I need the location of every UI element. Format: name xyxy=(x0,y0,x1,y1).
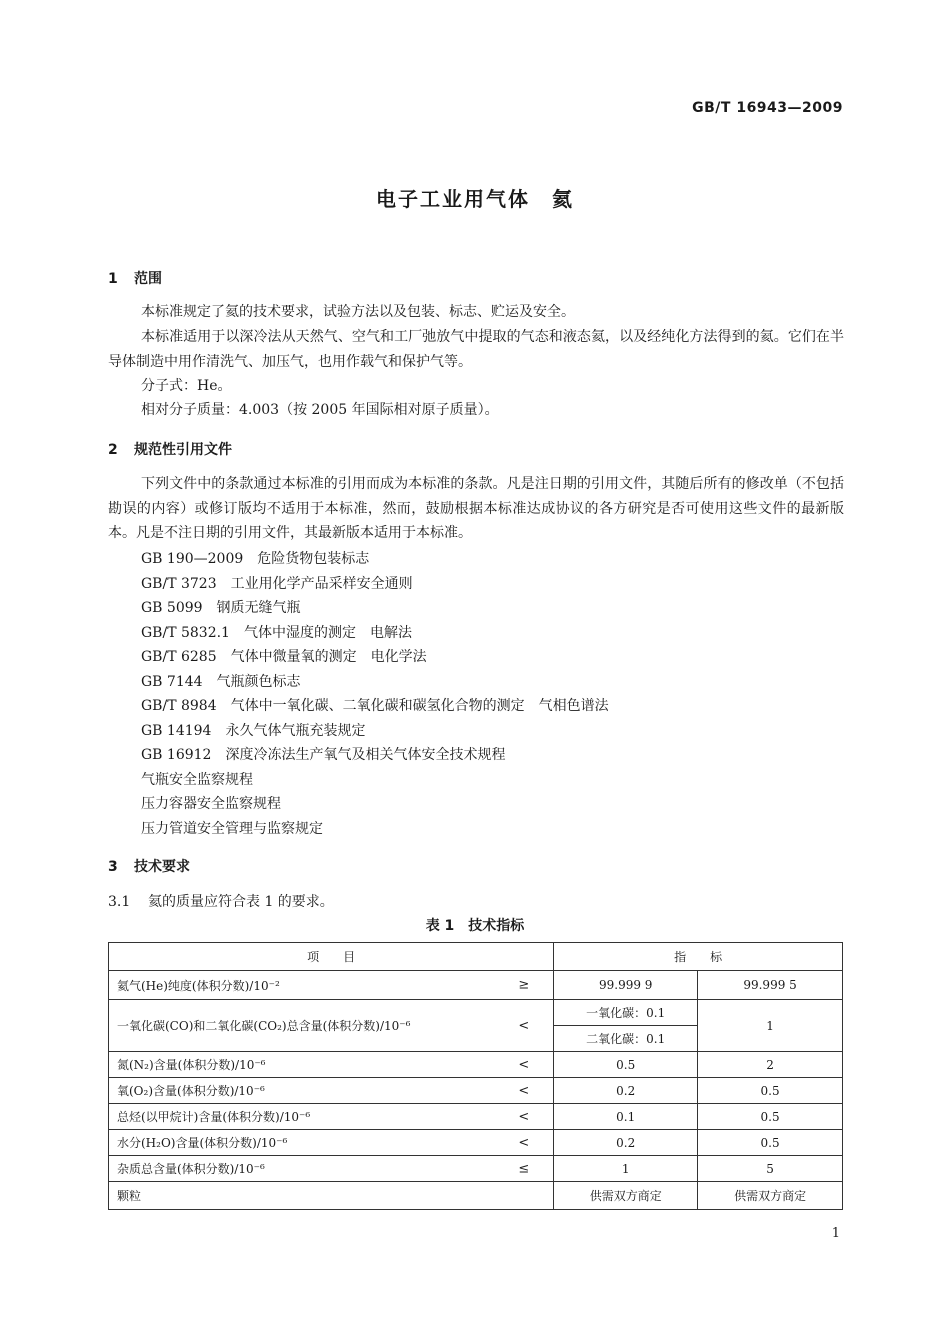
section-1-formula: 分子式：He。 xyxy=(141,378,232,394)
value-grade-1: 0.2 xyxy=(554,1130,698,1156)
section-number: 3 xyxy=(108,859,118,875)
reference-item: 压力管道安全管理与监察规定 xyxy=(141,821,323,837)
table-row xyxy=(109,1078,843,1104)
clause-number: 3.1 xyxy=(108,894,131,910)
item-label: 氧(O₂)含量(体积分数)/10⁻⁶ xyxy=(117,1084,265,1098)
clause-3-1 xyxy=(108,891,334,911)
section-2-heading xyxy=(108,439,232,459)
table-row xyxy=(109,1156,843,1182)
comparison-operator: ≥ xyxy=(518,977,530,993)
section-number: 2 xyxy=(108,442,118,458)
row-item xyxy=(109,1104,554,1130)
comparison-operator: < xyxy=(518,1083,530,1098)
comparison-operator: < xyxy=(518,1109,530,1124)
value-grade-1: 99.999 9 xyxy=(554,971,698,1000)
table-row xyxy=(109,1182,843,1210)
value-grade-2: 99.999 5 xyxy=(698,971,843,1000)
row-item xyxy=(109,1000,554,1052)
value-grade-2: 0.5 xyxy=(698,1104,843,1130)
row-item xyxy=(109,1052,554,1078)
reference-item: GB/T 5832.1 气体中湿度的测定 电解法 xyxy=(141,625,412,641)
reference-item: GB/T 6285 气体中微量氧的测定 电化学法 xyxy=(141,649,427,665)
reference-item: GB 5099 钢质无缝气瓶 xyxy=(141,600,301,616)
value-grade-2: 1 xyxy=(698,1000,843,1052)
value-grade-1: 0.2 xyxy=(554,1078,698,1104)
value-grade-2: 0.5 xyxy=(698,1078,843,1104)
value-grade-2: 供需双方商定 xyxy=(698,1182,843,1210)
reference-item: GB/T 3723 工业用化学产品采样安全通则 xyxy=(141,576,413,592)
row-item xyxy=(109,1130,554,1156)
table-row xyxy=(109,1052,843,1078)
header-item: 项 目 xyxy=(109,943,554,971)
value-grade-1: 供需双方商定 xyxy=(554,1182,698,1210)
row-item xyxy=(109,1078,554,1104)
section-1-paragraph-1: 本标准规定了氦的技术要求，试验方法以及包装、标志、贮运及安全。 xyxy=(141,304,575,320)
reference-item: 气瓶安全监察规程 xyxy=(141,772,253,788)
value-grade-1: 0.5 xyxy=(554,1052,698,1078)
reference-item: 压力容器安全监察规程 xyxy=(141,796,281,812)
item-label: 杂质总含量(体积分数)/10⁻⁶ xyxy=(117,1162,265,1176)
row-item xyxy=(109,971,554,1000)
table-row xyxy=(109,1104,843,1130)
comparison-operator: < xyxy=(518,1057,530,1072)
table-header-row xyxy=(109,943,843,971)
item-label: 颗粒 xyxy=(117,1189,142,1203)
section-title: 范围 xyxy=(134,271,162,287)
section-number: 1 xyxy=(108,271,118,287)
header-value: 指 标 xyxy=(554,943,843,971)
reference-item: GB 7144 气瓶颜色标志 xyxy=(141,674,301,690)
section-3-heading xyxy=(108,856,190,876)
value-grade-2: 2 xyxy=(698,1052,843,1078)
value-grade-1-co: 一氧化碳：0.1 xyxy=(554,1000,698,1026)
item-label: 水分(H₂O)含量(体积分数)/10⁻⁶ xyxy=(117,1136,288,1150)
comparison-operator: ≤ xyxy=(518,1161,530,1176)
item-label: 一氧化碳(CO)和二氧化碳(CO₂)总含量(体积分数)/10⁻⁶ xyxy=(117,1019,411,1033)
item-label: 氦气(He)纯度(体积分数)/10⁻² xyxy=(117,978,280,993)
item-label: 总烃(以甲烷计)含量(体积分数)/10⁻⁶ xyxy=(117,1110,311,1124)
value-grade-1: 1 xyxy=(554,1156,698,1182)
standard-code: GB/T 16943—2009 xyxy=(692,100,843,116)
table-row xyxy=(109,971,843,1000)
value-grade-1-co2: 二氧化碳：0.1 xyxy=(554,1026,698,1052)
document-title: 电子工业用气体 氦 xyxy=(376,187,574,211)
clause-text: 氦的质量应符合表 1 的要求。 xyxy=(148,894,334,910)
value-grade-2: 5 xyxy=(698,1156,843,1182)
table-row xyxy=(109,1000,843,1026)
comparison-operator: < xyxy=(518,1135,530,1150)
section-1-heading xyxy=(108,268,162,288)
technical-spec-table xyxy=(108,942,843,1210)
page-number: 1 xyxy=(831,1226,840,1241)
section-1-paragraph-2: 本标准适用于以深冷法从天然气、空气和工厂弛放气中提取的气态和液态氦，以及经纯化方法得到的氦。它们在半导体制造中用作清洗气、加压气，也用作载气和保护气等。 xyxy=(108,329,844,370)
value-grade-1: 0.1 xyxy=(554,1104,698,1130)
section-title: 技术要求 xyxy=(134,859,190,875)
item-label: 氮(N₂)含量(体积分数)/10⁻⁶ xyxy=(117,1058,266,1072)
reference-item: GB/T 8984 气体中一氧化碳、二氧化碳和碳氢化合物的测定 气相色谱法 xyxy=(141,698,609,714)
row-item xyxy=(109,1156,554,1182)
section-1-molecular-mass: 相对分子质量：4.003（按 2005 年国际相对原子质量）。 xyxy=(141,402,499,418)
comparison-operator: < xyxy=(518,1018,530,1033)
reference-item: GB 14194 永久气体气瓶充装规定 xyxy=(141,723,366,739)
section-title: 规范性引用文件 xyxy=(134,442,232,458)
reference-item: GB 16912 深度冷冻法生产氧气及相关气体安全技术规程 xyxy=(141,747,506,763)
table-caption: 表 1 技术指标 xyxy=(425,918,525,934)
value-grade-2: 0.5 xyxy=(698,1130,843,1156)
row-item xyxy=(109,1182,554,1210)
section-2-paragraph-1: 下列文件中的条款通过本标准的引用而成为本标准的条款。凡是注日期的引用文件，其随后所有的修改单（不包括勘误的内容）或修订版均不适用于本标准，然而，鼓励根据本标准达成协议的各方研究是否可使用这些文件的最新版本。凡是不注日期的引用文件，其最新版本适用于本标准。 xyxy=(108,476,844,541)
table-row xyxy=(109,1130,843,1156)
reference-item: GB 190—2009 危险货物包装标志 xyxy=(141,551,370,567)
